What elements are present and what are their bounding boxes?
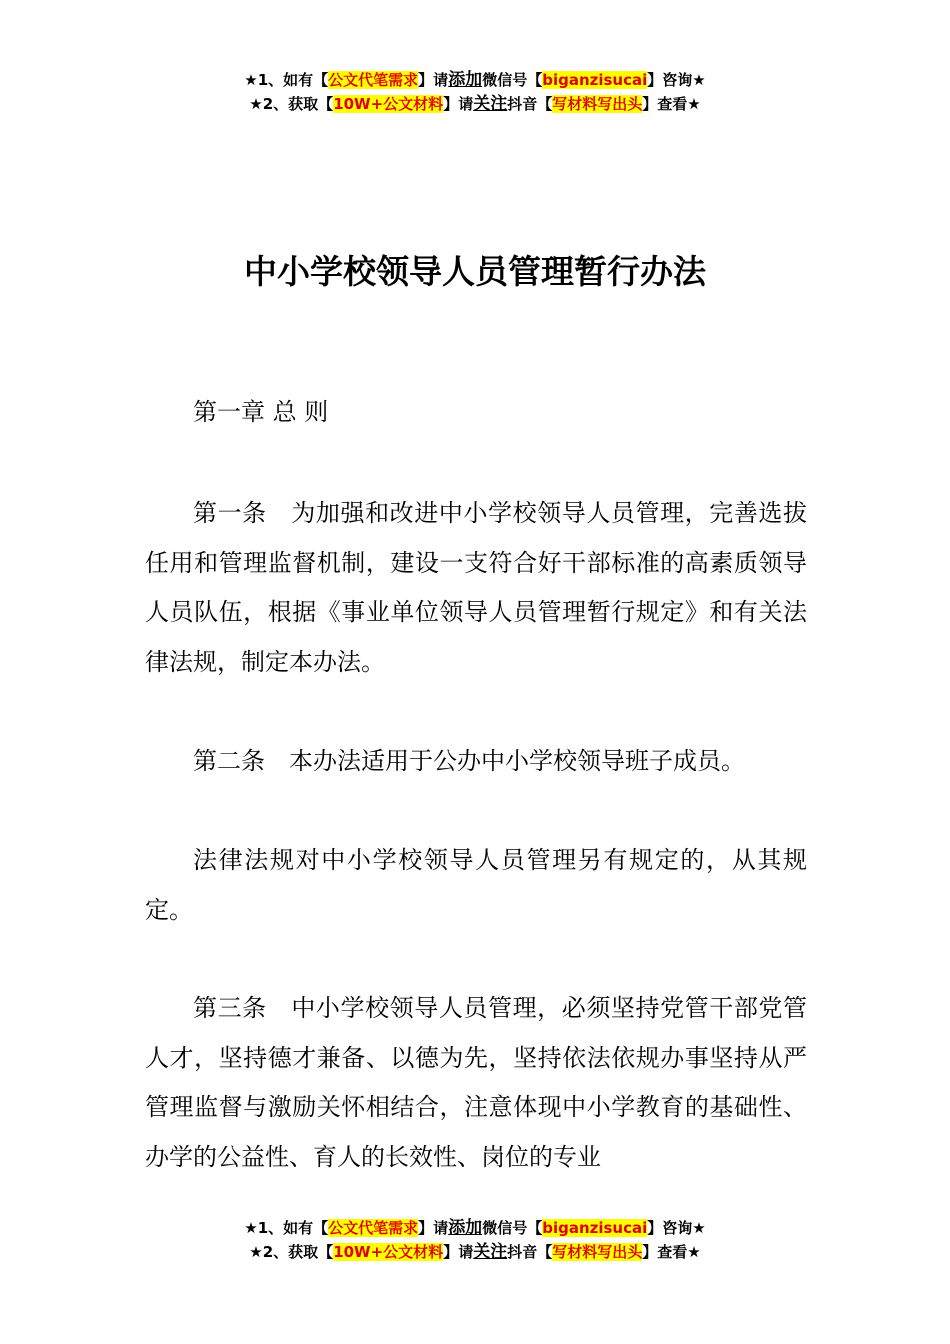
banner-text: 】请 (418, 1219, 449, 1237)
article-2-clause: 法律法规对中小学校领导人员管理另有规定的，从其规定。 (145, 846, 807, 924)
banner-text: 】查看★ (642, 1243, 701, 1261)
banner-text: 微信号【 (482, 71, 543, 89)
banner-text: 】请 (443, 95, 474, 113)
banner-line-1 (0, 68, 950, 92)
banner-underline: 添加 (448, 1218, 483, 1238)
chapter-heading: 第一章 总 则 (193, 398, 329, 426)
document-title: 中小学校领导人员管理暂行办法 (244, 252, 706, 291)
banner-text: 】咨询★ (647, 1219, 706, 1237)
article-1: 第一条 为加强和改进中小学校领导人员管理，完善选拔任用和管理监督机制，建设一支符合好干部标准的高素质领导人员队伍，根据《事业单位领导人员管理暂行规定》和有关法律法规，制定本办法。 (145, 499, 807, 676)
banner-text: 抖音【 (507, 95, 553, 113)
banner-text: ★1、如有【 (244, 71, 329, 89)
banner-highlight: 10W+公文材料 (333, 95, 444, 113)
article-2: 第二条 本办法适用于公办中小学校领导班子成员。 (193, 747, 745, 775)
banner-text: ★2、获取【 (249, 95, 334, 113)
banner-highlight: 公文代笔需求 (328, 1219, 419, 1237)
banner-underline: 关注 (473, 1242, 508, 1262)
banner-text: 抖音【 (507, 1243, 553, 1261)
banner-text: ★1、如有【 (244, 1219, 329, 1237)
header-banner (0, 68, 950, 116)
banner-text: ★2、获取【 (249, 1243, 334, 1261)
banner-highlight: 写材料写出头 (552, 95, 643, 113)
article-3: 第三条 中小学校领导人员管理，必须坚持党管干部党管人才，坚持德才兼备、以德为先，坚持依法依规办事坚持从严管理监督与激励关怀相结合，注意体现中小学教育的基础性、办学的公益性、育人的长效性、岗位的专业 (145, 994, 807, 1171)
banner-text: 】请 (443, 1243, 474, 1261)
banner-underline: 关注 (473, 94, 508, 114)
banner-highlight: 公文代笔需求 (328, 71, 419, 89)
banner-highlight: 10W+公文材料 (333, 1243, 444, 1261)
banner-line-2 (0, 1240, 950, 1264)
banner-text: 】请 (418, 71, 449, 89)
banner-highlight: 写材料写出头 (552, 1243, 643, 1261)
banner-text: 】咨询★ (647, 71, 706, 89)
banner-highlight: biganzisucai (542, 1219, 648, 1237)
banner-text: 微信号【 (482, 1219, 543, 1237)
banner-line-2 (0, 92, 950, 116)
footer-banner (0, 1216, 950, 1264)
banner-text: 】查看★ (642, 95, 701, 113)
banner-line-1 (0, 1216, 950, 1240)
banner-underline: 添加 (448, 70, 483, 90)
banner-highlight: biganzisucai (542, 71, 648, 89)
